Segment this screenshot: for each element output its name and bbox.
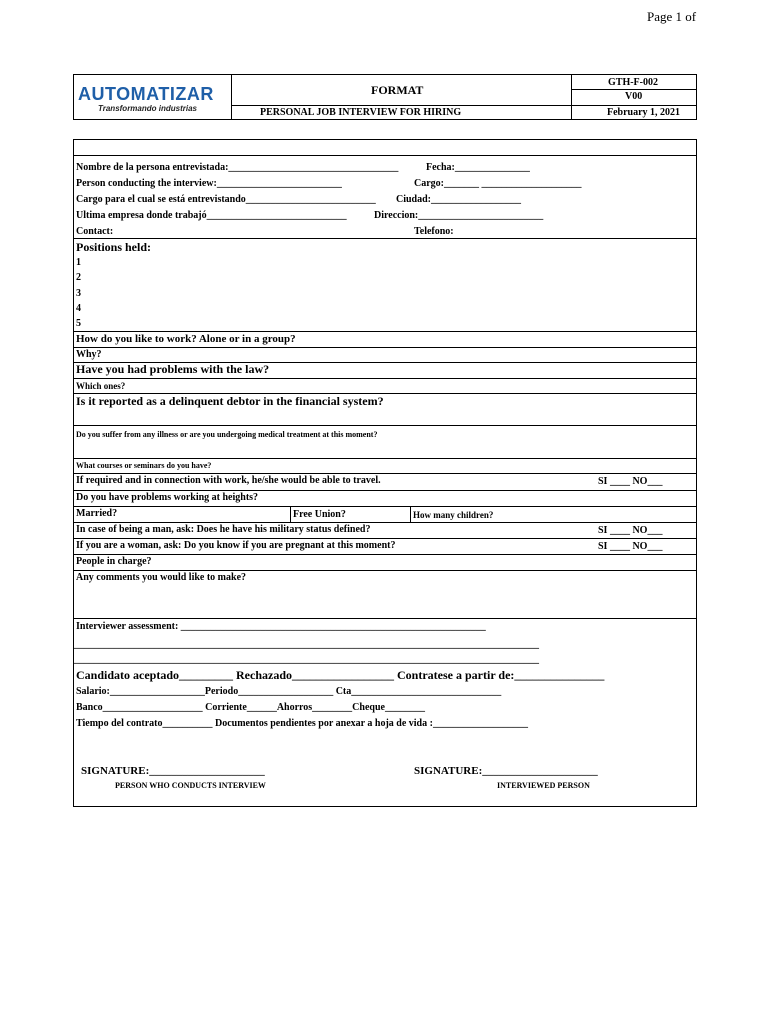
assessment-line-2: _____________________________________________________________________________________________ — [74, 654, 539, 665]
comments-label: Any comments you would like to make? — [76, 572, 247, 583]
pregnant-question: If you are a woman, ask: Do you know if you are pregnant at this moment? — [76, 540, 396, 551]
interview-form — [73, 139, 697, 807]
position-item-2: 2 — [76, 272, 81, 283]
married-label: Married? — [76, 508, 118, 519]
interviewer-signature-caption: PERSON WHO CONDUCTS INTERVIEW — [115, 781, 266, 790]
bank-line: Banco____________________ Corriente______Ahorros________Cheque________ — [76, 702, 425, 713]
date-field: Fecha:_______________ — [426, 162, 530, 173]
document-title: FORMAT — [371, 83, 424, 97]
page-number: Page 1 of — [647, 9, 697, 24]
debtor-question: Is it reported as a delinquent debtor in the financial system? — [76, 394, 384, 408]
military-yes-no: SI ____ NO___ — [598, 525, 663, 536]
assessment-line-1: _____________________________________________________________________________________________ — [74, 639, 539, 650]
assessment-label: Interviewer assessment: _____________________________________________________________ — [76, 621, 486, 632]
heights-question: Do you have problems working at heights? — [76, 492, 259, 503]
work-style-question: How do you like to work? Alone or in a group? — [76, 333, 296, 345]
interviewer-signature: SIGNATURE:_____________________ — [81, 765, 265, 777]
contract-line: Tiempo del contrato__________ Documentos pendientes por anexar a hoja de vida :___________________ — [76, 718, 528, 729]
document-version: V00 — [625, 91, 643, 102]
free-union-label: Free Union? — [293, 509, 346, 520]
travel-yes-no: SI ____ NO___ — [598, 476, 663, 487]
position-item-4: 4 — [76, 303, 81, 314]
children-label: How many children? — [413, 510, 494, 520]
document-header — [73, 74, 697, 120]
address-field: Direccion:_________________________ — [374, 210, 544, 221]
company-tagline: Transformando industrias — [98, 104, 197, 113]
pregnant-yes-no: SI ____ NO___ — [598, 541, 663, 552]
document-code: GTH-F-002 — [608, 77, 658, 88]
positions-heading: Positions held: — [76, 240, 152, 254]
interviewer-field: Person conducting the interview:_________________________ — [76, 178, 342, 189]
courses-question: What courses or seminars do you have? — [76, 461, 212, 470]
position-item-5: 5 — [76, 318, 81, 329]
military-question: In case of being a man, ask: Does he have his military status defined? — [76, 524, 371, 535]
last-company-field: Ultima empresa donde trabajó____________________________ — [76, 210, 347, 221]
why-label: Why? — [76, 349, 102, 360]
position-applying-field: Cargo para el cual se está entrevistando__________________________ — [76, 194, 376, 205]
interviewee-signature-caption: INTERVIEWED PERSON — [497, 781, 590, 790]
interviewee-signature: SIGNATURE:_____________________ — [414, 765, 598, 777]
document-subtitle: PERSONAL JOB INTERVIEW FOR HIRING — [260, 107, 462, 118]
phone-field: Telefono: — [414, 226, 454, 237]
people-in-charge-label: People in charge? — [76, 556, 152, 567]
city-field: Ciudad:__________________ — [396, 194, 522, 205]
travel-question: If required and in connection with work, he/she would be able to travel. — [76, 475, 381, 486]
position-item-1: 1 — [76, 257, 81, 268]
illness-question: Do you suffer from any illness or are you undergoing medical treatment at this moment? — [76, 430, 378, 439]
decision-line: Candidato aceptado_________ Rechazado_________________ Contratese a partir de:_______________ — [76, 668, 605, 682]
salary-line: Salario:___________________Periodo___________________ Cta______________________________ — [76, 686, 502, 697]
position-item-3: 3 — [76, 288, 81, 299]
company-logo: AUTOMATIZAR — [78, 84, 214, 104]
contact-field: Contact: — [76, 226, 114, 237]
document-date: February 1, 2021 — [607, 107, 681, 118]
cargo-field: Cargo:_______ ____________________ — [414, 178, 582, 189]
interviewee-name-field: Nombre de la persona entrevistada:__________________________________ — [76, 162, 399, 173]
which-ones-label: Which ones? — [76, 381, 126, 391]
law-question: Have you had problems with the law? — [76, 362, 270, 376]
